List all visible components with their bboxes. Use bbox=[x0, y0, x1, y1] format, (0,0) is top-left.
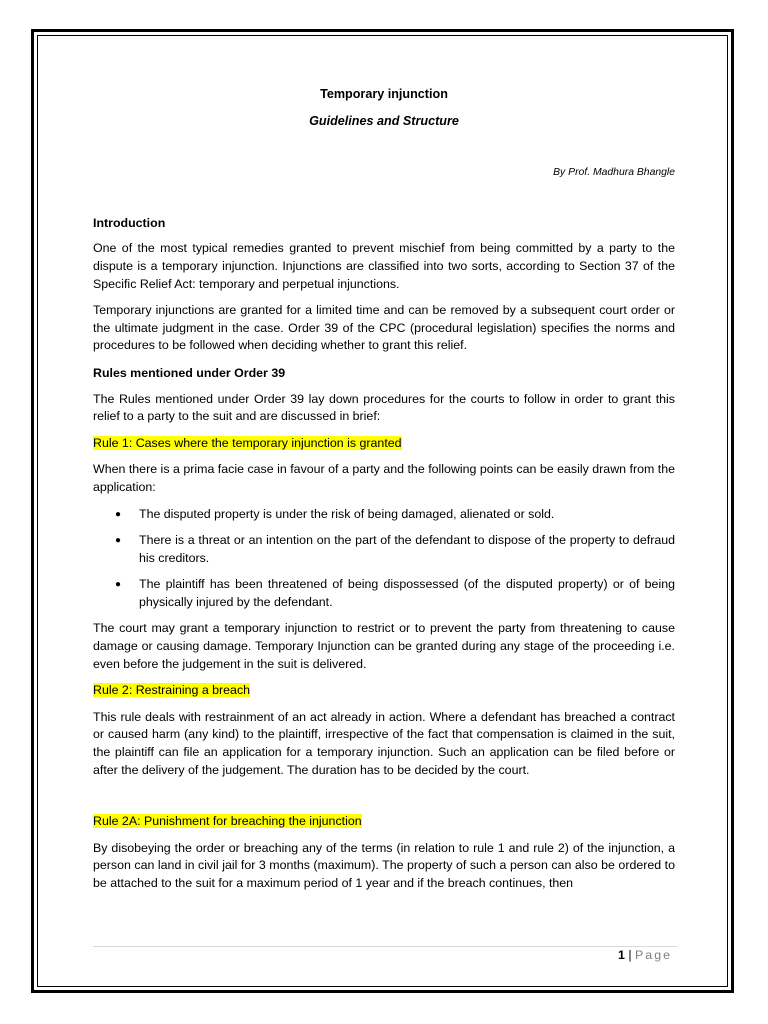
rule2a-paragraph: By disobeying the order or breaching any of the terms (in relation to rule 1 and rule 2) of the injunction, a person can land in civil jail for 3 months (maximum). The property of such a person can also be ordered to be attached to the suit for a maximum period of 1 year and if the breach continues, then bbox=[93, 840, 675, 890]
intro-paragraph-1: One of the most typical remedies granted to prevent mischief from being committed by a party to the dispute is a temporary injunction. Injunctions are classified into two sorts, according to Section 37 of the Specific Relief Act: temporary and perpetual injunctions. bbox=[93, 241, 675, 291]
rule2-paragraph: This rule deals with restrainment of an act already in action. Where a defendant has breached a contract or caused harm (any kind) to the plaintiff, irrespective of the fact that compensation is claimed in the suit, the plaintiff can file an application for a temporary injunction. Such an application can be filed before or after the delivery of the judgement. The duration has to be decided by the court. bbox=[93, 709, 675, 777]
rule1-bullet-list bbox=[93, 506, 675, 612]
rules-heading: Rules mentioned under Order 39 bbox=[93, 365, 286, 380]
rules-paragraph: The Rules mentioned under Order 39 lay down procedures for the courts to follow in order to grant this relief to a party to the suit and are discussed in brief: bbox=[93, 391, 675, 424]
bullet-icon: ● bbox=[115, 508, 122, 520]
rule1-paragraph: When there is a prima facie case in favour of a party and the following points can be easily drawn from the application: bbox=[93, 462, 675, 494]
document-title: Temporary injunction bbox=[320, 87, 448, 101]
document-subtitle: Guidelines and Structure bbox=[309, 113, 459, 128]
footer-separator: | bbox=[628, 948, 632, 962]
page-number: 1 bbox=[618, 948, 625, 962]
rule1-heading: Rule 1: Cases where the temporary injunction is granted bbox=[93, 435, 402, 450]
intro-paragraph-2: Temporary injunctions are granted for a limited time and can be removed by a subsequent court order or the ultimate judgment in the case. Order 39 of the CPC (procedural legislation) specifies the norms and procedures to be followed when deciding whether to grant this relief. bbox=[93, 303, 675, 353]
list-item: ● The plaintiff has been threatened of being dispossessed (of the disputed property) or of being physically injured by the defendant. bbox=[115, 577, 675, 609]
list-item: ● There is a threat or an intention on the part of the defendant to dispose of the property to defraud his creditors. bbox=[115, 533, 675, 565]
page-label: Page bbox=[635, 948, 672, 962]
page-footer bbox=[618, 948, 672, 962]
footer-divider bbox=[93, 946, 677, 947]
rule2-heading: Rule 2: Restraining a breach bbox=[93, 683, 251, 698]
list-item: ● The disputed property is under the risk of being damaged, alienated or sold. bbox=[93, 506, 675, 524]
bullet-icon: ● bbox=[115, 535, 122, 547]
introduction-heading: Introduction bbox=[93, 215, 166, 230]
rule2a-heading: Rule 2A: Punishment for breaching the injunction bbox=[93, 814, 362, 829]
rule1-paragraph-2: The court may grant a temporary injunction to restrict or to prevent the party from threatening to cause damage or causing damage. Temporary Injunction can be granted during any stage of the proceeding i.e. even before the judgement in the suit is delivered. bbox=[93, 621, 675, 671]
author-line: By Prof. Madhura Bhangle bbox=[553, 167, 675, 179]
document-page bbox=[93, 86, 675, 902]
bullet-icon: ● bbox=[115, 579, 122, 591]
